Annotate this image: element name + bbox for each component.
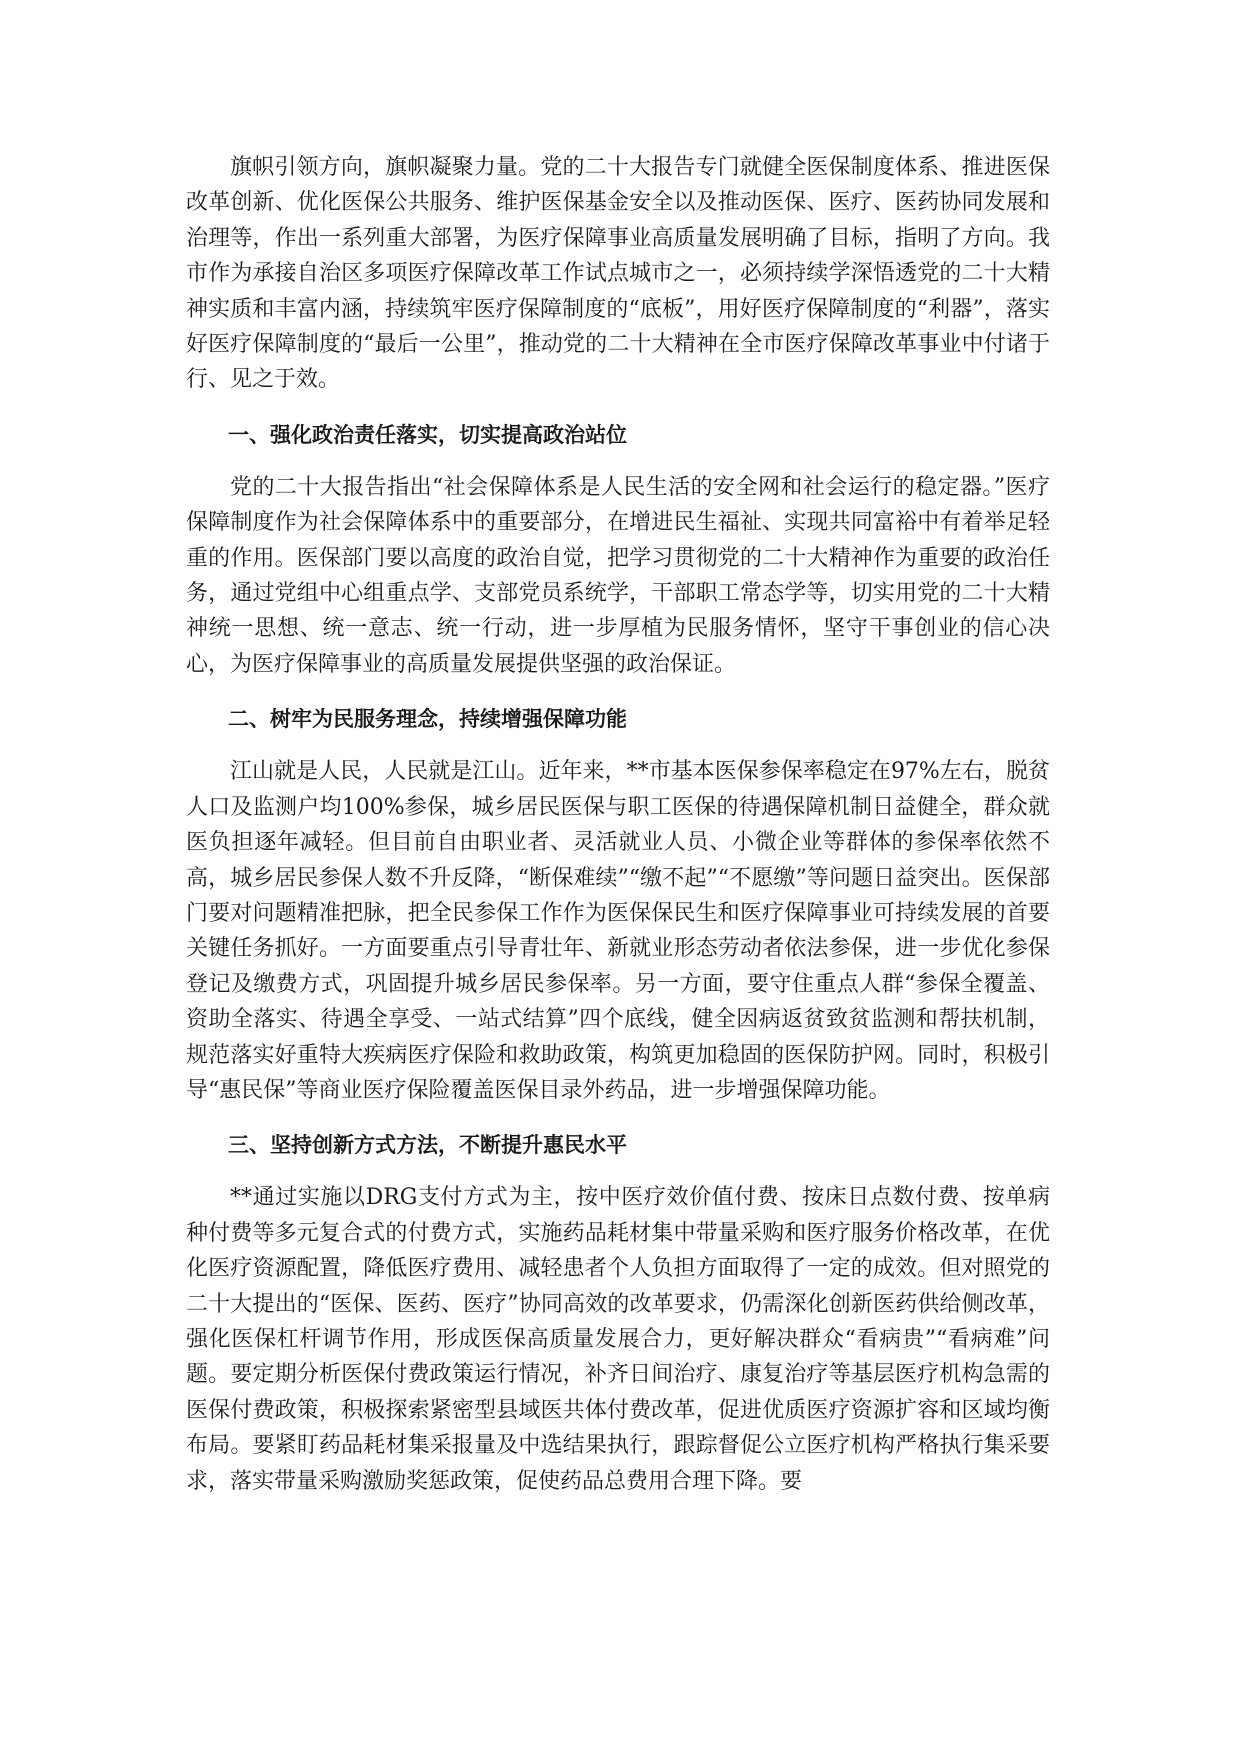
section-3 — [186, 1130, 1050, 1499]
section-1 — [186, 420, 1050, 682]
section-heading: 三、坚持创新方式方法，不断提升惠民水平 — [228, 1133, 627, 1158]
section-2 — [186, 704, 1050, 1108]
intro-paragraph: 旗帜引领方向，旗帜凝聚力量。党的二十大报告专门就健全医保制度体系、推进医保改革创新、优化医保公共服务、维护医保基金安全以及推动医保、医疗、医药协同发展和治理等，作出一系列重大部署，为医疗保障事业高质量发展明确了目标，指明了方向。我市作为承接自治区多项医疗保障改革工作试点城市之一，必须持续学深悟透党的二十大精神实质和丰富内涵，持续筑牢医疗保障制度的“底板”，用好医疗保障制度的“利器”，落实好医疗保障制度的“最后一公里”，推动党的二十大精神在全市医疗保障改革事业中付诸于行、见之于效。 — [186, 155, 1050, 393]
section-heading: 二、树牢为民服务理念，持续增强保障功能 — [228, 707, 627, 732]
section-paragraph: **通过实施以DRG支付方式为主，按中医疗效价值付费、按床日点数付费、按单病种付费等多元复合式的付费方式，实施药品耗材集中带量采购和医疗服务价格改革，在优化医疗资源配置，降低医疗费用、减轻患者个人负担方面取得了一定的成效。但对照党的二十大提出的“医保、医药、医疗”协同高效的改革要求，仍需深化创新医药供给侧改革，强化医保杠杆调节作用，形成医保高质量发展合力，更好解决群众“看病贵”“看病难”问题。要定期分析医保付费政策运行情况，补齐日间治疗、康复治疗等基层医疗机构急需的医保付费政策，积极探索紧密型县域医共体付费改革，促进优质医疗资源扩容和区域均衡布局。要紧盯药品耗材集采报量及中选结果执行，跟踪督促公立医疗机构严格执行集采要求，落实带量采购激励奖惩政策，促使药品总费用合理下降。要 — [186, 1185, 1050, 1494]
document-page — [186, 150, 1050, 1499]
section-heading: 一、强化政治责任落实，切实提高政治站位 — [228, 422, 627, 447]
section-paragraph: 党的二十大报告指出“社会保障体系是人民生活的安全网和社会运行的稳定器。”医疗保障制度作为社会保障体系中的重要部分，在增进民生福祉、实现共同富裕中有着举足轻重的作用。医保部门要以高度的政治自觉，把学习贯彻党的二十大精神作为重要的政治任务，通过党组中心组重点学、支部党员系统学，干部职工常态学等，切实用党的二十大精神统一思想、统一意志、统一行动，进一步厚植为民服务情怀，坚守干事创业的信心决心，为医疗保障事业的高质量发展提供坚强的政治保证。 — [186, 474, 1050, 677]
section-paragraph: 江山就是人民，人民就是江山。近年来，**市基本医保参保率稳定在97%左右，脱贫人口及监测户均100%参保，城乡居民医保与职工医保的待遇保障机制日益健全，群众就医负担逐年减轻。但目前自由职业者、灵活就业人员、小微企业等群体的参保率依然不高，城乡居民参保人数不升反降，“断保难续”“缴不起”“不愿缴”等问题日益突出。医保部门要对问题精准把脉，把全民参保工作作为医保保民生和医疗保障事业可持续发展的首要关键任务抓好。一方面要重点引导青壮年、新就业形态劳动者依法参保，进一步优化参保登记及缴费方式，巩固提升城乡居民参保率。另一方面，要守住重点人群“参保全覆盖、资助全落实、待遇全享受、一站式结算”四个底线，健全因病返贫致贫监测和帮扶机制，规范落实好重特大疾病医疗保险和救助政策，构筑更加稳固的医保防护网。同时，积极引导“惠民保”等商业医疗保险覆盖医保目录外药品，进一步增强保障功能。 — [186, 759, 1050, 1103]
